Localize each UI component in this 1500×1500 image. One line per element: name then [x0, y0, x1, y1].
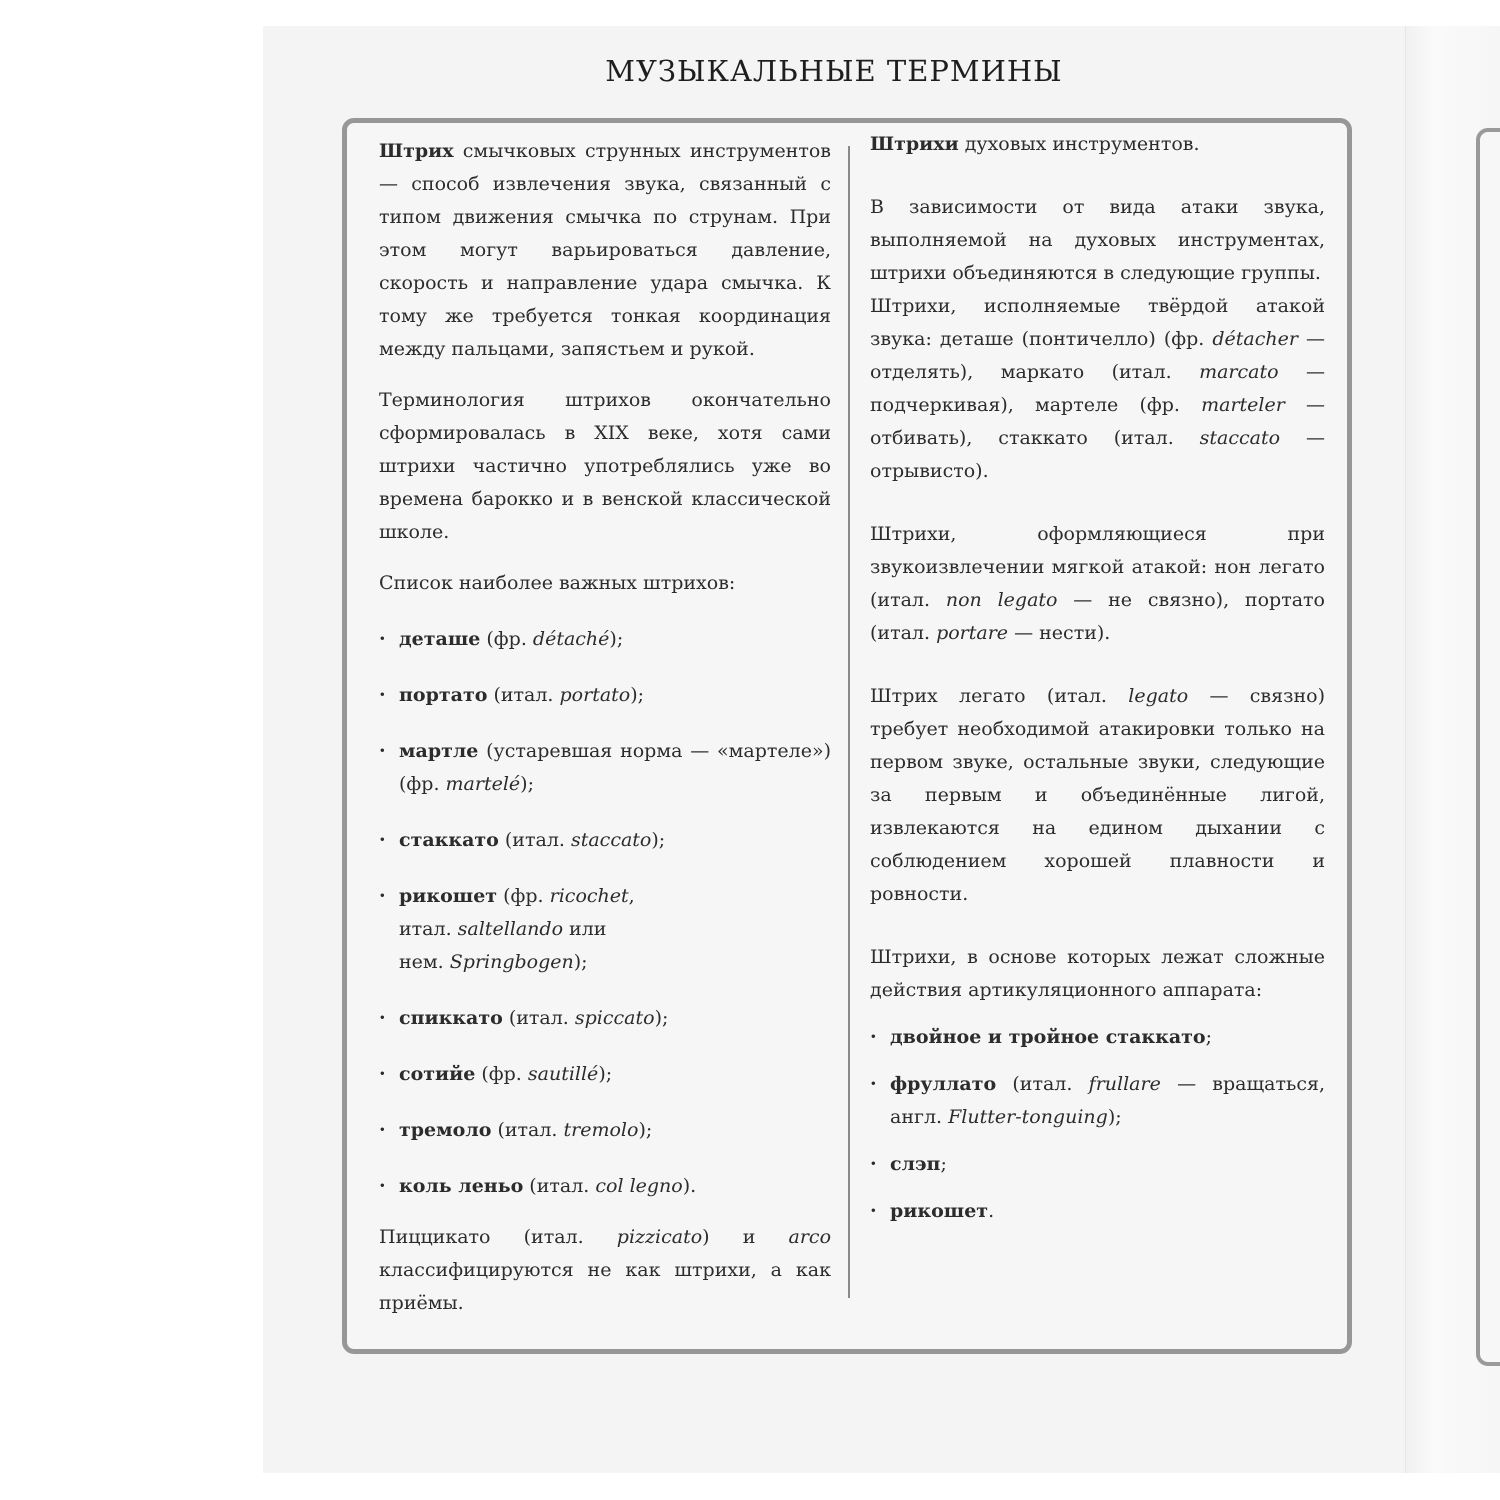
- para-text: — отрывисто).: [870, 427, 1325, 482]
- item-foreign: tremolo: [563, 1119, 639, 1141]
- closing-text: классифицируются не как штрихи, а как приёмы.: [379, 1259, 831, 1314]
- item-foreign: saltellando: [457, 918, 564, 940]
- closing-foreign: arco: [788, 1226, 832, 1248]
- para-foreign: marcato: [1199, 361, 1279, 383]
- para-text: Штрих легато (итал.: [870, 685, 1129, 707]
- para-foreign: staccato: [1199, 427, 1281, 449]
- para-text: — нести).: [1008, 622, 1111, 644]
- item-text: );: [1107, 1106, 1122, 1128]
- item-text: );: [654, 1007, 669, 1029]
- bullet: ·: [379, 1007, 386, 1029]
- item-text: или: [563, 918, 607, 940]
- item-text: );: [573, 951, 588, 973]
- bullet: ·: [379, 885, 386, 907]
- wind-heading: [870, 128, 1325, 161]
- para-text: Штрихи, исполняемые твёрдой атакой звука: деташе (понтичелло) (фр.: [870, 295, 1325, 350]
- para-text: — подчеркивая), мартеле (фр.: [870, 361, 1325, 416]
- list-item: [379, 824, 831, 857]
- item-text: );: [638, 1119, 653, 1141]
- item-term: тремоло: [399, 1119, 492, 1141]
- item-text: (фр.: [475, 1063, 528, 1085]
- para-text: — не связно), портато (итал.: [870, 589, 1325, 644]
- item-text: ;: [1205, 1026, 1212, 1048]
- soft-attack-paragraph: [870, 518, 1325, 650]
- right-column: [870, 128, 1325, 1228]
- intro-text: смычковых струнных инструментов — способ извлечения звука, связанный с типом движения смычка по струнам. При этом могут варьироваться давление, скорость и направление удара смычка. К тому же требуется тонкая координация между пальцами, запястьем и рукой.: [379, 140, 831, 360]
- closing-foreign: pizzicato: [616, 1226, 703, 1248]
- item-text: );: [520, 773, 534, 795]
- item-text: нем.: [399, 951, 450, 973]
- hard-attack-paragraph: [870, 290, 1325, 488]
- para-foreign: portare: [936, 622, 1009, 644]
- page-title: МУЗЫКАЛЬНЫЕ ТЕРМИНЫ: [605, 54, 1063, 88]
- list-item: [379, 1170, 831, 1203]
- item-text: (итал.: [487, 684, 560, 706]
- item-text: );: [651, 829, 666, 851]
- list-item: [870, 1021, 1325, 1054]
- bullet: ·: [870, 1073, 877, 1095]
- item-foreign: Flutter-tonguing: [948, 1106, 1108, 1128]
- item-term: сотийе: [399, 1063, 476, 1085]
- para-foreign: détacher: [1212, 328, 1298, 350]
- item-term: портато: [399, 684, 488, 706]
- item-text: );: [630, 684, 645, 706]
- item-text: ).: [682, 1175, 697, 1197]
- list-item: [379, 679, 831, 712]
- para-foreign: marteler: [1201, 394, 1285, 416]
- item-foreign: Springbogen: [449, 951, 574, 973]
- bullet: ·: [379, 628, 386, 650]
- item-text: (фр.: [497, 885, 550, 907]
- item-text: (фр.: [480, 628, 533, 650]
- item-foreign: ricochet: [549, 885, 629, 907]
- bullet: ·: [379, 1119, 386, 1141]
- item-foreign: col legno: [595, 1175, 683, 1197]
- groups-intro: В зависимости от вида атаки звука, выполняемой на духовых инструментах, штрихи объединяются в следующие группы.: [870, 196, 1325, 284]
- closing-text: Пиццикато (итал.: [379, 1226, 617, 1248]
- item-foreign: sautillé: [527, 1063, 599, 1085]
- complex-intro: Штрихи, в основе которых лежат сложные действия артикуляционного аппарата:: [870, 946, 1325, 1001]
- heading-term: Штрихи: [870, 133, 959, 155]
- legato-paragraph: [870, 680, 1325, 911]
- bowing-list: [379, 623, 831, 1203]
- list-item: [379, 1002, 831, 1035]
- closing-paragraph: [379, 1221, 831, 1320]
- item-term: мартле: [399, 740, 479, 762]
- para-foreign: non legato: [945, 589, 1058, 611]
- item-text: — вращаться, англ.: [890, 1073, 1326, 1128]
- item-foreign: spiccato: [574, 1007, 655, 1029]
- item-text: (итал.: [523, 1175, 596, 1197]
- item-term: фруллато: [890, 1073, 997, 1095]
- item-text: (итал.: [502, 1007, 575, 1029]
- item-term: рикошет: [890, 1200, 989, 1222]
- item-term: рикошет: [399, 885, 498, 907]
- intro-paragraph: [379, 135, 831, 366]
- item-foreign: staccato: [570, 829, 652, 851]
- item-text: (итал.: [498, 829, 571, 851]
- item-foreign: martelé: [445, 773, 521, 795]
- bullet: ·: [379, 740, 386, 762]
- para-text: — отбивать), стаккато (итал.: [870, 394, 1325, 449]
- para-text: Штрихи, оформляющиеся при звукоизвлечении мягкой атакой: нон легато (итал.: [870, 523, 1325, 611]
- item-term: двойное и тройное стаккато: [890, 1026, 1206, 1048]
- item-text: (итал.: [491, 1119, 564, 1141]
- closing-text: ) и: [702, 1226, 789, 1248]
- history-paragraph: Терминология штрихов окончательно сформировалась в XIX веке, хотя сами штрихи частично употреблялись уже во времена барокко и в венской классической школе.: [379, 389, 831, 543]
- item-term: спиккато: [399, 1007, 503, 1029]
- item-term: стаккато: [399, 829, 499, 851]
- wind-list: [870, 1021, 1325, 1228]
- item-term: деташе: [399, 628, 481, 650]
- list-item: [379, 880, 831, 979]
- item-term: коль леньо: [399, 1175, 524, 1197]
- list-item: [379, 735, 831, 801]
- item-text: (итал.: [996, 1073, 1089, 1095]
- left-column: [379, 135, 831, 1320]
- bullet: ·: [379, 829, 386, 851]
- bullet: ·: [379, 1175, 386, 1197]
- item-text: );: [598, 1063, 613, 1085]
- list-item: [870, 1068, 1325, 1134]
- next-page-frame: [1476, 128, 1500, 1366]
- list-heading: Список наиболее важных штрихов:: [379, 572, 736, 594]
- bullet: ·: [379, 684, 386, 706]
- list-item: [870, 1195, 1325, 1228]
- bullet: ·: [870, 1026, 877, 1048]
- bullet: ·: [379, 1063, 386, 1085]
- item-foreign: frullare: [1088, 1073, 1161, 1095]
- list-item: [379, 1114, 831, 1147]
- list-item: [379, 1058, 831, 1091]
- item-term: слэп: [890, 1153, 941, 1175]
- item-text: );: [609, 628, 624, 650]
- item-foreign: portato: [559, 684, 631, 706]
- item-text: ,: [628, 885, 635, 907]
- column-divider: [848, 146, 850, 1298]
- bullet: ·: [870, 1153, 877, 1175]
- item-text: .: [988, 1200, 995, 1222]
- para-text: — отделять), маркато (итал.: [870, 328, 1326, 383]
- para-text: — связно) требует необходимой атакировки только на первом звуке, остальные звуки, следующие за первым и объединённые лигой, извлекаются на едином дыхании с соблюдением хорошей плавности и ровности.: [870, 685, 1325, 905]
- item-text: ;: [940, 1153, 947, 1175]
- item-text: (устаревшая норма — «мартеле») (фр.: [399, 740, 831, 795]
- heading-text: духовых инструментов.: [958, 133, 1200, 155]
- bullet: ·: [870, 1200, 877, 1222]
- intro-term: Штрих: [379, 140, 454, 162]
- para-foreign: legato: [1128, 685, 1189, 707]
- item-foreign: détaché: [532, 628, 610, 650]
- list-item: [379, 623, 831, 656]
- list-item: [870, 1148, 1325, 1181]
- item-text: итал.: [399, 918, 458, 940]
